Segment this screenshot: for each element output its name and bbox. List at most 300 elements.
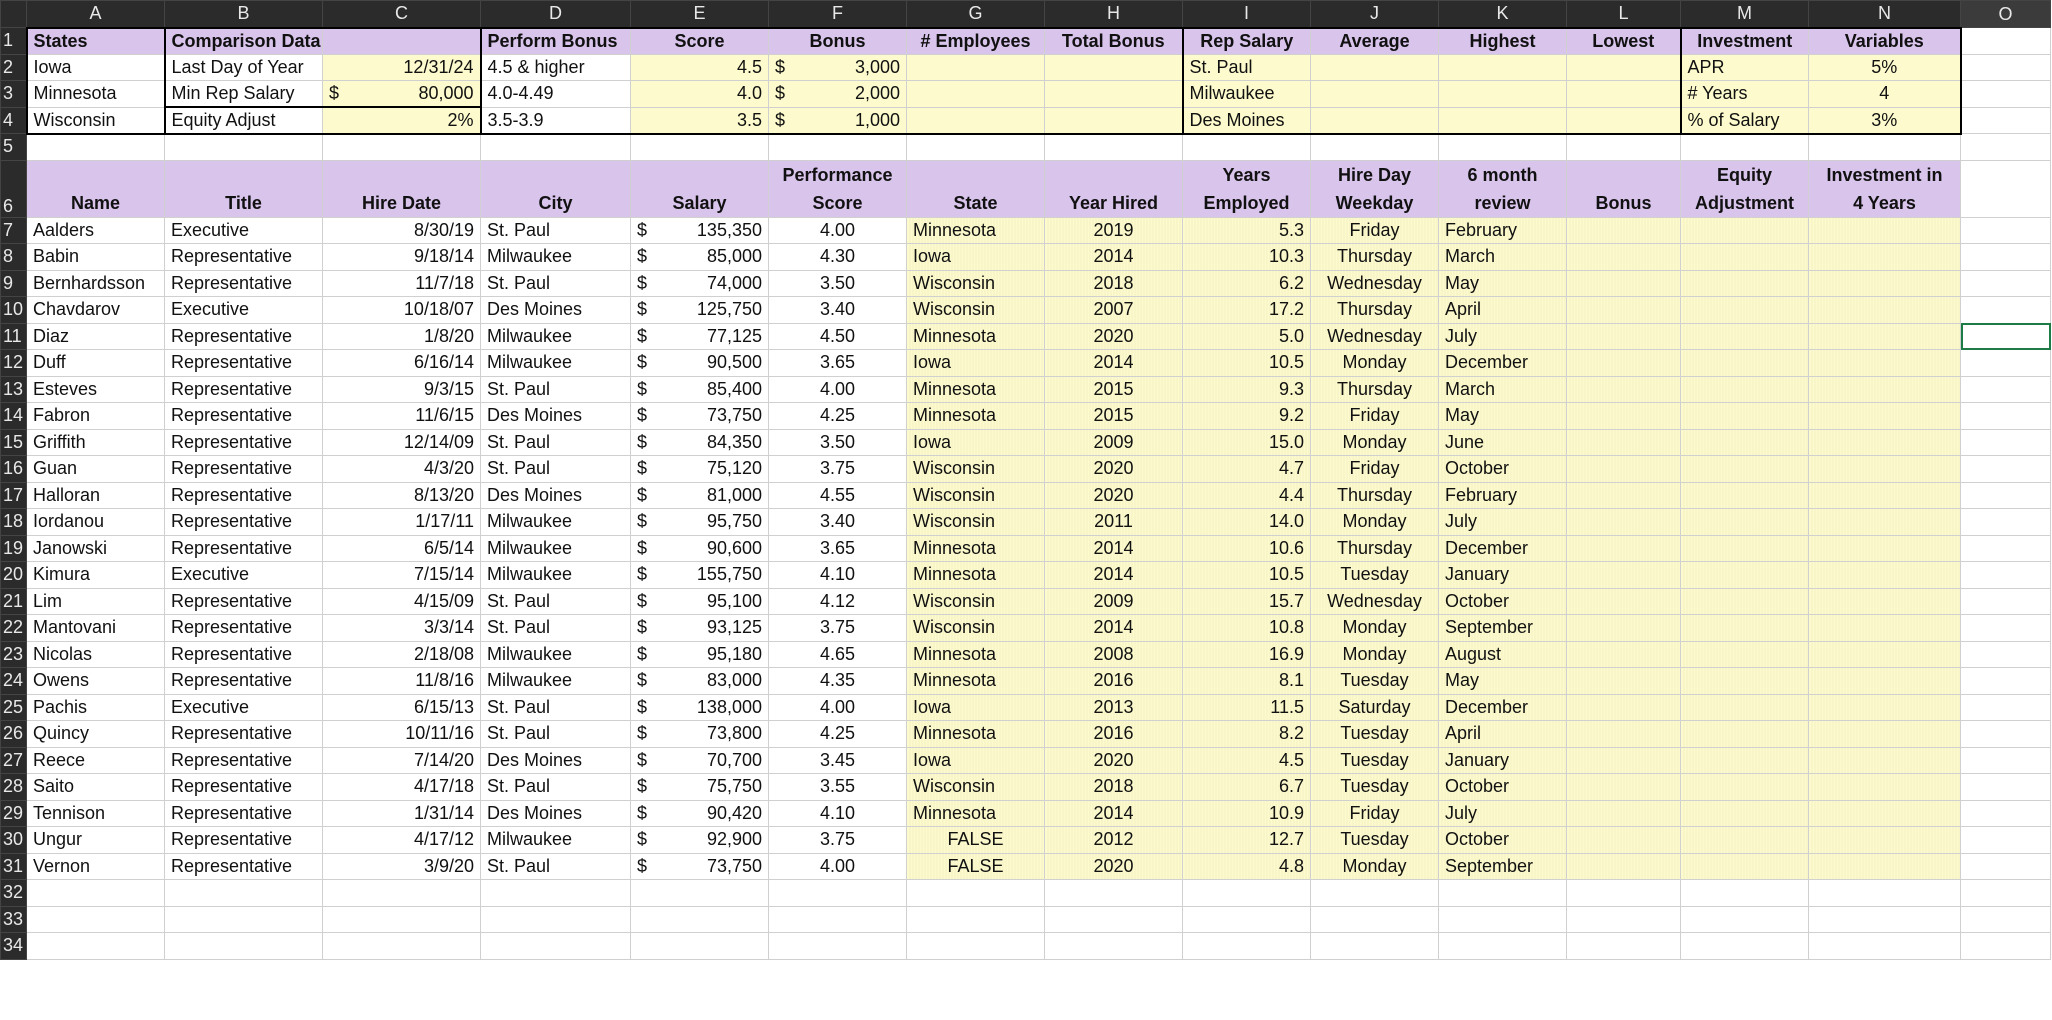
cell[interactable] [1567, 134, 1681, 161]
cell[interactable] [907, 880, 1045, 907]
employee-year-hired-cell[interactable]: 2014 [1045, 800, 1183, 827]
highest-header-cell[interactable]: Highest [1439, 28, 1567, 55]
employee-review-cell[interactable]: December [1439, 350, 1567, 377]
cell[interactable] [1681, 906, 1809, 933]
employee-hire-weekday-cell[interactable]: Monday [1311, 350, 1439, 377]
employee-hire-weekday-cell[interactable]: Tuesday [1311, 774, 1439, 801]
cell[interactable] [1961, 933, 2051, 960]
comparison-value-cell[interactable] [323, 107, 481, 134]
cell[interactable] [769, 134, 907, 161]
employee-investment-cell[interactable] [1809, 721, 1961, 748]
employee-years-employed-cell[interactable]: 5.0 [1183, 323, 1311, 350]
employee-name-cell[interactable]: Nicolas [27, 641, 165, 668]
employee-bonus-cell[interactable] [1567, 588, 1681, 615]
employee-hire-weekday-cell[interactable]: Thursday [1311, 244, 1439, 271]
employee-hire-date-cell[interactable]: 10/18/07 [323, 297, 481, 324]
cell[interactable] [165, 134, 323, 161]
employee-state-cell[interactable]: Wisconsin [907, 588, 1045, 615]
bonus-amount-cell[interactable] [769, 107, 907, 134]
employee-salary-cell[interactable] [631, 217, 769, 244]
employee-hire-weekday-cell[interactable]: Monday [1311, 615, 1439, 642]
cell[interactable] [481, 134, 631, 161]
employee-salary-cell[interactable] [631, 376, 769, 403]
cell[interactable] [1961, 615, 2051, 642]
employee-equity-cell[interactable] [1681, 668, 1809, 695]
employee-hire-date-cell[interactable]: 7/14/20 [323, 747, 481, 774]
employee-score-cell[interactable]: 4.35 [769, 668, 907, 695]
employee-salary-cell[interactable] [631, 853, 769, 880]
row-header[interactable]: 30 [1, 827, 27, 854]
row-header[interactable]: 2 [1, 54, 27, 81]
state-cell[interactable]: Iowa [27, 54, 165, 81]
column-header-k[interactable]: K [1439, 1, 1567, 28]
cell[interactable] [1961, 81, 2051, 108]
employee-title-cell[interactable]: Representative [165, 721, 323, 748]
employee-bonus-cell[interactable] [1567, 668, 1681, 695]
cell[interactable] [1961, 668, 2051, 695]
employee-state-cell[interactable]: Wisconsin [907, 456, 1045, 483]
cell[interactable] [1961, 270, 2051, 297]
employee-equity-cell[interactable] [1681, 588, 1809, 615]
employee-salary-cell[interactable] [631, 615, 769, 642]
row-header[interactable]: 19 [1, 535, 27, 562]
employees-header-cell[interactable]: # Employees [907, 28, 1045, 55]
employee-title-cell[interactable]: Representative [165, 641, 323, 668]
employee-hire-date-cell[interactable]: 2/18/08 [323, 641, 481, 668]
employee-hire-date-cell[interactable]: 3/3/14 [323, 615, 481, 642]
cell[interactable] [323, 134, 481, 161]
cell[interactable] [1809, 933, 1961, 960]
employee-state-cell[interactable]: Iowa [907, 429, 1045, 456]
column-header-i[interactable]: I [1183, 1, 1311, 28]
cell[interactable] [1311, 134, 1439, 161]
row-header[interactable]: 13 [1, 376, 27, 403]
employee-score-cell[interactable]: 3.75 [769, 827, 907, 854]
employee-hire-weekday-cell[interactable]: Tuesday [1311, 827, 1439, 854]
cell[interactable] [1961, 774, 2051, 801]
employee-score-cell[interactable]: 4.30 [769, 244, 907, 271]
employee-year-hired-cell[interactable]: 2014 [1045, 615, 1183, 642]
employee-name-cell[interactable]: Quincy [27, 721, 165, 748]
cell[interactable] [1961, 641, 2051, 668]
employee-years-employed-cell[interactable]: 10.9 [1183, 800, 1311, 827]
cell[interactable] [323, 906, 481, 933]
employee-year-hired-cell[interactable]: 2007 [1045, 297, 1183, 324]
comparison-label-cell[interactable]: Equity Adjust [165, 107, 323, 134]
employee-hire-date-cell[interactable]: 4/15/09 [323, 588, 481, 615]
row-header[interactable]: 27 [1, 747, 27, 774]
row-header[interactable]: 7 [1, 217, 27, 244]
cell[interactable] [1567, 906, 1681, 933]
employee-bonus-cell[interactable] [1567, 297, 1681, 324]
employee-years-employed-cell[interactable]: 10.3 [1183, 244, 1311, 271]
employee-bonus-cell[interactable] [1567, 694, 1681, 721]
row-header[interactable]: 8 [1, 244, 27, 271]
employee-review-cell[interactable]: May [1439, 668, 1567, 695]
employee-name-cell[interactable]: Owens [27, 668, 165, 695]
employee-hire-weekday-cell[interactable]: Thursday [1311, 297, 1439, 324]
employee-equity-cell[interactable] [1681, 747, 1809, 774]
employee-bonus-cell[interactable] [1567, 721, 1681, 748]
cell[interactable] [1183, 906, 1311, 933]
employee-review-cell[interactable]: August [1439, 641, 1567, 668]
employee-name-cell[interactable]: Diaz [27, 323, 165, 350]
cell[interactable] [1961, 694, 2051, 721]
employee-title-cell[interactable]: Representative [165, 853, 323, 880]
employee-hire-weekday-cell[interactable]: Monday [1311, 853, 1439, 880]
employee-equity-cell[interactable] [1681, 535, 1809, 562]
rep-salary-header-cell[interactable]: Rep Salary [1183, 28, 1311, 55]
employee-review-cell[interactable]: April [1439, 297, 1567, 324]
row-header[interactable]: 16 [1, 456, 27, 483]
employee-salary-cell[interactable] [631, 535, 769, 562]
employee-salary-cell[interactable] [631, 774, 769, 801]
employee-investment-cell[interactable] [1809, 615, 1961, 642]
cell[interactable] [1961, 853, 2051, 880]
row-header[interactable]: 18 [1, 509, 27, 536]
employee-bonus-cell[interactable] [1567, 429, 1681, 456]
employee-hire-date-cell[interactable]: 9/18/14 [323, 244, 481, 271]
employee-state-cell[interactable]: Minnesota [907, 721, 1045, 748]
cell[interactable] [769, 933, 907, 960]
employee-name-cell[interactable]: Guan [27, 456, 165, 483]
cell[interactable] [1809, 880, 1961, 907]
employee-salary-cell[interactable] [631, 562, 769, 589]
employee-years-employed-cell[interactable]: 10.6 [1183, 535, 1311, 562]
employee-title-cell[interactable]: Executive [165, 694, 323, 721]
row-header[interactable]: 33 [1, 906, 27, 933]
column-header-n[interactable]: N [1809, 1, 1961, 28]
years-employed-header-cell[interactable] [1183, 160, 1311, 217]
employee-hire-weekday-cell[interactable]: Tuesday [1311, 747, 1439, 774]
employee-year-hired-cell[interactable]: 2016 [1045, 721, 1183, 748]
employee-title-cell[interactable]: Representative [165, 323, 323, 350]
cell[interactable] [1961, 880, 2051, 907]
employee-score-cell[interactable]: 4.65 [769, 641, 907, 668]
average-cell[interactable] [1311, 54, 1439, 81]
employee-hire-date-cell[interactable]: 8/13/20 [323, 482, 481, 509]
employee-name-cell[interactable]: Duff [27, 350, 165, 377]
average-cell[interactable] [1311, 81, 1439, 108]
employee-hire-date-cell[interactable]: 11/7/18 [323, 270, 481, 297]
employee-review-cell[interactable]: December [1439, 535, 1567, 562]
employee-city-cell[interactable]: Milwaukee [481, 562, 631, 589]
cell[interactable] [165, 933, 323, 960]
cell[interactable] [481, 933, 631, 960]
employee-bonus-cell[interactable] [1567, 482, 1681, 509]
employee-year-hired-cell[interactable]: 2013 [1045, 694, 1183, 721]
lowest-cell[interactable] [1567, 54, 1681, 81]
employee-bonus-cell[interactable] [1567, 350, 1681, 377]
employee-score-cell[interactable]: 3.65 [769, 535, 907, 562]
employee-hire-date-cell[interactable]: 7/15/14 [323, 562, 481, 589]
employee-city-cell[interactable]: Milwaukee [481, 535, 631, 562]
cell[interactable] [1961, 906, 2051, 933]
employee-years-employed-cell[interactable]: 8.2 [1183, 721, 1311, 748]
column-header-d[interactable]: D [481, 1, 631, 28]
cell[interactable] [1961, 244, 2051, 271]
employee-year-hired-cell[interactable]: 2018 [1045, 774, 1183, 801]
cell[interactable] [1045, 906, 1183, 933]
employee-salary-cell[interactable] [631, 270, 769, 297]
employee-years-employed-cell[interactable]: 4.7 [1183, 456, 1311, 483]
employee-score-cell[interactable]: 3.50 [769, 429, 907, 456]
employee-salary-cell[interactable] [631, 456, 769, 483]
employee-review-cell[interactable]: April [1439, 721, 1567, 748]
name-header-cell[interactable] [27, 160, 165, 217]
employee-equity-cell[interactable] [1681, 403, 1809, 430]
employee-bonus-cell[interactable] [1567, 747, 1681, 774]
employee-bonus-cell[interactable] [1567, 774, 1681, 801]
employee-hire-date-cell[interactable]: 10/11/16 [323, 721, 481, 748]
employee-score-cell[interactable]: 3.65 [769, 350, 907, 377]
employee-bonus-cell[interactable] [1567, 270, 1681, 297]
highest-cell[interactable] [1439, 54, 1567, 81]
row-header[interactable]: 20 [1, 562, 27, 589]
title-header-cell[interactable] [165, 160, 323, 217]
employee-hire-weekday-cell[interactable]: Friday [1311, 456, 1439, 483]
score-header-cell[interactable]: Score [631, 28, 769, 55]
employee-state-cell[interactable]: Minnesota [907, 535, 1045, 562]
employee-equity-cell[interactable] [1681, 694, 1809, 721]
employee-hire-date-cell[interactable]: 8/30/19 [323, 217, 481, 244]
investment-value-cell[interactable]: 5% [1809, 54, 1961, 81]
investment-header-cell[interactable]: Investment [1681, 28, 1809, 55]
employee-review-cell[interactable]: July [1439, 509, 1567, 536]
employee-salary-cell[interactable] [631, 747, 769, 774]
employee-salary-cell[interactable] [631, 403, 769, 430]
employee-state-cell[interactable]: Minnesota [907, 217, 1045, 244]
employee-equity-cell[interactable] [1681, 615, 1809, 642]
employee-bonus-cell[interactable] [1567, 641, 1681, 668]
row-header[interactable]: 32 [1, 880, 27, 907]
row-header[interactable]: 23 [1, 641, 27, 668]
cell[interactable] [1961, 827, 2051, 854]
employee-investment-cell[interactable] [1809, 535, 1961, 562]
employees-count-cell[interactable] [907, 107, 1045, 134]
employee-score-cell[interactable]: 3.55 [769, 774, 907, 801]
employee-name-cell[interactable]: Lim [27, 588, 165, 615]
employee-name-cell[interactable]: Bernhardsson [27, 270, 165, 297]
employee-year-hired-cell[interactable]: 2014 [1045, 535, 1183, 562]
column-header-a[interactable]: A [27, 1, 165, 28]
cell[interactable] [1311, 880, 1439, 907]
employee-year-hired-cell[interactable]: 2012 [1045, 827, 1183, 854]
state-header-cell[interactable] [907, 160, 1045, 217]
perform-bonus-header-cell[interactable]: Perform Bonus [481, 28, 631, 55]
employee-equity-cell[interactable] [1681, 562, 1809, 589]
employee-title-cell[interactable]: Representative [165, 350, 323, 377]
cell[interactable] [1961, 28, 2051, 55]
employee-equity-cell[interactable] [1681, 509, 1809, 536]
employee-state-cell[interactable]: Wisconsin [907, 615, 1045, 642]
employee-hire-weekday-cell[interactable]: Saturday [1311, 694, 1439, 721]
employee-score-cell[interactable]: 3.75 [769, 615, 907, 642]
employee-title-cell[interactable]: Representative [165, 270, 323, 297]
cell[interactable] [1961, 323, 2051, 350]
row-header[interactable]: 4 [1, 107, 27, 134]
employee-state-cell[interactable]: Minnesota [907, 641, 1045, 668]
employee-years-employed-cell[interactable]: 4.4 [1183, 482, 1311, 509]
cell[interactable] [481, 906, 631, 933]
employee-investment-cell[interactable] [1809, 297, 1961, 324]
employee-bonus-cell[interactable] [1567, 323, 1681, 350]
employee-review-cell[interactable]: October [1439, 827, 1567, 854]
employee-year-hired-cell[interactable]: 2020 [1045, 323, 1183, 350]
employee-name-cell[interactable]: Ungur [27, 827, 165, 854]
employee-review-cell[interactable]: March [1439, 376, 1567, 403]
cell[interactable] [1809, 134, 1961, 161]
cell[interactable] [1045, 134, 1183, 161]
bonus-header-cell[interactable]: Bonus [769, 28, 907, 55]
employee-years-employed-cell[interactable]: 10.5 [1183, 350, 1311, 377]
employee-city-cell[interactable]: Des Moines [481, 482, 631, 509]
row-header[interactable]: 11 [1, 323, 27, 350]
employee-score-cell[interactable]: 3.50 [769, 270, 907, 297]
cell[interactable] [1311, 906, 1439, 933]
cell[interactable] [1311, 933, 1439, 960]
employee-title-cell[interactable]: Representative [165, 403, 323, 430]
employee-equity-cell[interactable] [1681, 297, 1809, 324]
employee-score-cell[interactable]: 4.25 [769, 403, 907, 430]
employee-hire-weekday-cell[interactable]: Tuesday [1311, 721, 1439, 748]
employee-hire-weekday-cell[interactable]: Thursday [1311, 376, 1439, 403]
employee-investment-cell[interactable] [1809, 641, 1961, 668]
cell[interactable] [1961, 747, 2051, 774]
employee-bonus-cell[interactable] [1567, 244, 1681, 271]
bonus-range-cell[interactable]: 4.0-4.49 [481, 81, 631, 108]
investment-value-cell[interactable]: 4 [1809, 81, 1961, 108]
employee-state-cell[interactable]: Wisconsin [907, 270, 1045, 297]
cell[interactable] [27, 880, 165, 907]
bonus-score-cell[interactable]: 3.5 [631, 107, 769, 134]
rep-city-cell[interactable]: Milwaukee [1183, 81, 1311, 108]
employee-salary-cell[interactable] [631, 509, 769, 536]
employees-count-cell[interactable] [907, 81, 1045, 108]
employee-salary-cell[interactable] [631, 350, 769, 377]
cell[interactable] [1183, 880, 1311, 907]
employee-name-cell[interactable]: Chavdarov [27, 297, 165, 324]
employee-years-employed-cell[interactable]: 15.7 [1183, 588, 1311, 615]
cell[interactable] [907, 134, 1045, 161]
employee-city-cell[interactable]: St. Paul [481, 376, 631, 403]
employee-investment-cell[interactable] [1809, 853, 1961, 880]
employee-bonus-cell[interactable] [1567, 376, 1681, 403]
employee-name-cell[interactable]: Esteves [27, 376, 165, 403]
employee-hire-weekday-cell[interactable]: Wednesday [1311, 588, 1439, 615]
cell[interactable] [1045, 880, 1183, 907]
employee-investment-cell[interactable] [1809, 217, 1961, 244]
employee-bonus-cell[interactable] [1567, 509, 1681, 536]
employee-name-cell[interactable]: Janowski [27, 535, 165, 562]
employee-investment-cell[interactable] [1809, 482, 1961, 509]
employee-title-cell[interactable]: Representative [165, 376, 323, 403]
comparison-header-cell[interactable]: Comparison Data [165, 28, 323, 55]
employee-review-cell[interactable]: May [1439, 403, 1567, 430]
employee-years-employed-cell[interactable]: 5.3 [1183, 217, 1311, 244]
lowest-cell[interactable] [1567, 81, 1681, 108]
employee-years-employed-cell[interactable]: 4.8 [1183, 853, 1311, 880]
employee-year-hired-cell[interactable]: 2020 [1045, 456, 1183, 483]
employee-equity-cell[interactable] [1681, 827, 1809, 854]
cell[interactable] [1961, 160, 2051, 217]
employee-hire-weekday-cell[interactable]: Friday [1311, 217, 1439, 244]
cell[interactable] [1439, 906, 1567, 933]
employee-investment-cell[interactable] [1809, 350, 1961, 377]
comparison-value-cell[interactable] [323, 54, 481, 81]
employee-city-cell[interactable]: Milwaukee [481, 350, 631, 377]
review-header-cell[interactable] [1439, 160, 1567, 217]
employee-bonus-cell[interactable] [1567, 403, 1681, 430]
cell[interactable] [1961, 297, 2051, 324]
cell[interactable] [481, 880, 631, 907]
employee-hire-weekday-cell[interactable]: Thursday [1311, 535, 1439, 562]
employee-name-cell[interactable]: Mantovani [27, 615, 165, 642]
row-header[interactable]: 25 [1, 694, 27, 721]
rep-city-cell[interactable]: St. Paul [1183, 54, 1311, 81]
employee-investment-cell[interactable] [1809, 429, 1961, 456]
bonus-score-cell[interactable]: 4.0 [631, 81, 769, 108]
cell[interactable] [1809, 906, 1961, 933]
investment-label-cell[interactable]: % of Salary [1681, 107, 1809, 134]
employee-title-cell[interactable]: Representative [165, 482, 323, 509]
employee-years-employed-cell[interactable]: 9.2 [1183, 403, 1311, 430]
employee-year-hired-cell[interactable]: 2015 [1045, 376, 1183, 403]
cell[interactable] [165, 906, 323, 933]
employee-hire-date-cell[interactable]: 1/31/14 [323, 800, 481, 827]
cell[interactable] [631, 134, 769, 161]
cell[interactable] [1961, 54, 2051, 81]
employee-hire-weekday-cell[interactable]: Thursday [1311, 482, 1439, 509]
employee-hire-date-cell[interactable]: 11/6/15 [323, 403, 481, 430]
employee-years-employed-cell[interactable]: 11.5 [1183, 694, 1311, 721]
employee-investment-cell[interactable] [1809, 323, 1961, 350]
total-bonus-cell[interactable] [1045, 107, 1183, 134]
cell[interactable] [631, 933, 769, 960]
employee-equity-cell[interactable] [1681, 721, 1809, 748]
employee-salary-cell[interactable] [631, 323, 769, 350]
employee-score-cell[interactable]: 4.25 [769, 721, 907, 748]
cell[interactable] [1961, 350, 2051, 377]
employee-salary-cell[interactable] [631, 297, 769, 324]
employee-name-cell[interactable]: Pachis [27, 694, 165, 721]
total-bonus-cell[interactable] [1045, 81, 1183, 108]
employee-review-cell[interactable]: June [1439, 429, 1567, 456]
employee-city-cell[interactable]: Des Moines [481, 747, 631, 774]
employee-bonus-cell[interactable] [1567, 535, 1681, 562]
employee-review-cell[interactable]: July [1439, 323, 1567, 350]
cell[interactable] [1681, 933, 1809, 960]
employee-equity-cell[interactable] [1681, 376, 1809, 403]
employee-city-cell[interactable]: Milwaukee [481, 509, 631, 536]
state-cell[interactable]: Minnesota [27, 81, 165, 108]
employee-salary-cell[interactable] [631, 244, 769, 271]
rep-city-cell[interactable]: Des Moines [1183, 107, 1311, 134]
cell[interactable] [907, 906, 1045, 933]
cell[interactable] [1961, 482, 2051, 509]
employee-city-cell[interactable]: Milwaukee [481, 244, 631, 271]
employee-name-cell[interactable]: Aalders [27, 217, 165, 244]
cell[interactable] [1439, 134, 1567, 161]
employee-equity-cell[interactable] [1681, 800, 1809, 827]
performance-header-cell[interactable] [769, 160, 907, 217]
employee-investment-cell[interactable] [1809, 827, 1961, 854]
employee-state-cell[interactable]: Minnesota [907, 562, 1045, 589]
employee-years-employed-cell[interactable]: 16.9 [1183, 641, 1311, 668]
employee-title-cell[interactable]: Representative [165, 509, 323, 536]
comparison-label-cell[interactable]: Min Rep Salary [165, 81, 323, 108]
row-header[interactable]: 29 [1, 800, 27, 827]
